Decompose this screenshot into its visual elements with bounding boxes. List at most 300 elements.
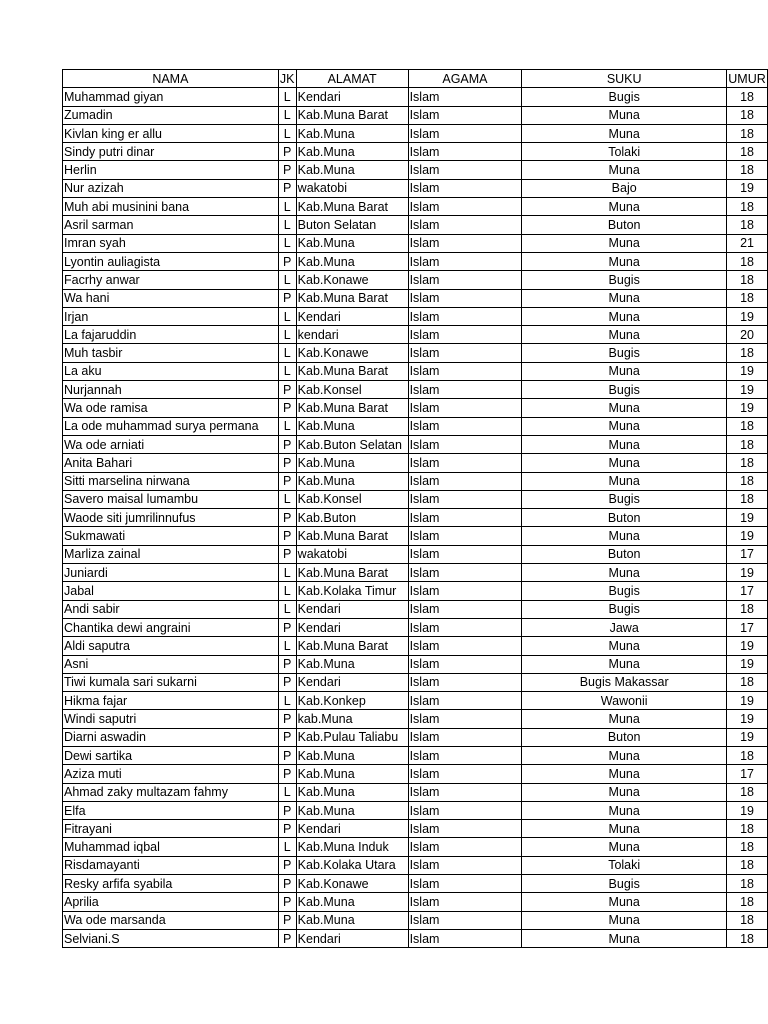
cell-agama: Islam — [408, 728, 522, 746]
table-row — [63, 216, 768, 234]
cell-alamat: Buton Selatan — [296, 216, 408, 234]
cell-nama: Sukmawati — [63, 527, 279, 545]
cell-jk: L — [278, 326, 296, 344]
cell-jk: L — [278, 307, 296, 325]
cell-agama: Islam — [408, 326, 522, 344]
table-row — [63, 472, 768, 490]
cell-umur: 18 — [727, 198, 768, 216]
table-row — [63, 911, 768, 929]
cell-suku: Muna — [522, 820, 727, 838]
cell-suku: Tolaki — [522, 143, 727, 161]
cell-jk: P — [278, 454, 296, 472]
cell-suku: Bugis — [522, 271, 727, 289]
cell-alamat: Kab.Muna — [296, 417, 408, 435]
cell-agama: Islam — [408, 838, 522, 856]
cell-suku: Muna — [522, 911, 727, 929]
table-row — [63, 362, 768, 380]
cell-alamat: Kendari — [296, 307, 408, 325]
table-row — [63, 289, 768, 307]
cell-jk: L — [278, 344, 296, 362]
cell-nama: Facrhy anwar — [63, 271, 279, 289]
cell-nama: Diarni aswadin — [63, 728, 279, 746]
cell-umur: 18 — [727, 435, 768, 453]
cell-suku: Bugis — [522, 88, 727, 106]
table-row — [63, 435, 768, 453]
cell-nama: Elfa — [63, 801, 279, 819]
cell-jk: P — [278, 435, 296, 453]
cell-agama: Islam — [408, 746, 522, 764]
cell-jk: P — [278, 856, 296, 874]
cell-umur: 19 — [727, 399, 768, 417]
cell-suku: Bugis — [522, 582, 727, 600]
cell-umur: 18 — [727, 161, 768, 179]
cell-agama: Islam — [408, 911, 522, 929]
cell-nama: Fitrayani — [63, 820, 279, 838]
table-row — [63, 582, 768, 600]
cell-nama: Windi saputri — [63, 710, 279, 728]
cell-alamat: Kab.Muna — [296, 161, 408, 179]
cell-umur: 19 — [727, 655, 768, 673]
cell-alamat: Kab.Konawe — [296, 875, 408, 893]
cell-umur: 18 — [727, 746, 768, 764]
cell-alamat: Kab.Muna — [296, 746, 408, 764]
cell-agama: Islam — [408, 893, 522, 911]
cell-jk: P — [278, 801, 296, 819]
cell-alamat: Kendari — [296, 929, 408, 947]
cell-alamat: Kab.Konawe — [296, 344, 408, 362]
cell-umur: 19 — [727, 509, 768, 527]
cell-suku: Muna — [522, 893, 727, 911]
cell-umur: 19 — [727, 637, 768, 655]
cell-nama: Nur azizah — [63, 179, 279, 197]
cell-nama: La fajaruddin — [63, 326, 279, 344]
cell-nama: Savero maisal lumambu — [63, 490, 279, 508]
cell-nama: Zumadin — [63, 106, 279, 124]
cell-jk: L — [278, 490, 296, 508]
table-row — [63, 234, 768, 252]
cell-suku: Bugis — [522, 344, 727, 362]
cell-alamat: Kab.Muna Barat — [296, 289, 408, 307]
table-row — [63, 271, 768, 289]
cell-agama: Islam — [408, 362, 522, 380]
cell-agama: Islam — [408, 545, 522, 563]
cell-nama: Imran syah — [63, 234, 279, 252]
cell-suku: Muna — [522, 362, 727, 380]
cell-alamat: Kab.Muna Barat — [296, 564, 408, 582]
cell-suku: Muna — [522, 399, 727, 417]
cell-umur: 18 — [727, 875, 768, 893]
cell-nama: Muhammad giyan — [63, 88, 279, 106]
cell-umur: 18 — [727, 252, 768, 270]
cell-jk: L — [278, 637, 296, 655]
table-row — [63, 509, 768, 527]
cell-suku: Muna — [522, 765, 727, 783]
header-umur: UMUR — [727, 70, 768, 88]
cell-jk: P — [278, 875, 296, 893]
cell-nama: Hikma fajar — [63, 692, 279, 710]
cell-suku: Buton — [522, 509, 727, 527]
cell-jk: P — [278, 289, 296, 307]
cell-umur: 18 — [727, 124, 768, 142]
cell-jk: L — [278, 564, 296, 582]
cell-umur: 19 — [727, 692, 768, 710]
table-row — [63, 655, 768, 673]
cell-jk: L — [278, 600, 296, 618]
cell-alamat: Kab.Buton Selatan — [296, 435, 408, 453]
cell-alamat: Kab.Muna — [296, 655, 408, 673]
cell-alamat: Kab.Muna — [296, 472, 408, 490]
cell-agama: Islam — [408, 509, 522, 527]
cell-suku: Muna — [522, 564, 727, 582]
cell-alamat: wakatobi — [296, 545, 408, 563]
cell-suku: Wawonii — [522, 692, 727, 710]
cell-agama: Islam — [408, 801, 522, 819]
cell-nama: Jabal — [63, 582, 279, 600]
cell-jk: L — [278, 838, 296, 856]
cell-umur: 18 — [727, 929, 768, 947]
cell-alamat: wakatobi — [296, 179, 408, 197]
table-row — [63, 106, 768, 124]
table-row — [63, 856, 768, 874]
cell-nama: Wa ode arniati — [63, 435, 279, 453]
cell-umur: 19 — [727, 527, 768, 545]
table-row — [63, 801, 768, 819]
cell-nama: Wa ode marsanda — [63, 911, 279, 929]
cell-umur: 18 — [727, 673, 768, 691]
cell-umur: 18 — [727, 454, 768, 472]
cell-nama: Risdamayanti — [63, 856, 279, 874]
cell-umur: 19 — [727, 564, 768, 582]
cell-jk: L — [278, 216, 296, 234]
cell-alamat: Kab.Konkep — [296, 692, 408, 710]
table-row — [63, 399, 768, 417]
cell-jk: P — [278, 710, 296, 728]
cell-agama: Islam — [408, 106, 522, 124]
cell-jk: P — [278, 893, 296, 911]
cell-suku: Muna — [522, 637, 727, 655]
table-row — [63, 124, 768, 142]
table-row — [63, 564, 768, 582]
cell-agama: Islam — [408, 490, 522, 508]
cell-suku: Muna — [522, 527, 727, 545]
cell-agama: Islam — [408, 692, 522, 710]
cell-alamat: Kab.Muna Barat — [296, 106, 408, 124]
cell-agama: Islam — [408, 271, 522, 289]
cell-agama: Islam — [408, 673, 522, 691]
table-row — [63, 893, 768, 911]
cell-jk: P — [278, 746, 296, 764]
cell-umur: 18 — [727, 820, 768, 838]
cell-jk: P — [278, 527, 296, 545]
cell-jk: P — [278, 655, 296, 673]
cell-suku: Muna — [522, 252, 727, 270]
cell-agama: Islam — [408, 564, 522, 582]
table-row — [63, 417, 768, 435]
cell-nama: La aku — [63, 362, 279, 380]
header-row — [63, 70, 768, 88]
table-row — [63, 454, 768, 472]
table-row — [63, 692, 768, 710]
cell-nama: Lyontin auliagista — [63, 252, 279, 270]
cell-agama: Islam — [408, 655, 522, 673]
table-row — [63, 673, 768, 691]
cell-agama: Islam — [408, 856, 522, 874]
cell-agama: Islam — [408, 582, 522, 600]
cell-alamat: Kab.Muna Barat — [296, 527, 408, 545]
cell-nama: Waode siti jumrilinnufus — [63, 509, 279, 527]
cell-nama: Andi sabir — [63, 600, 279, 618]
cell-alamat: Kab.Muna Barat — [296, 362, 408, 380]
cell-suku: Muna — [522, 417, 727, 435]
cell-jk: P — [278, 673, 296, 691]
cell-alamat: Kab.Konawe — [296, 271, 408, 289]
table-row — [63, 307, 768, 325]
table-row — [63, 838, 768, 856]
cell-umur: 19 — [727, 362, 768, 380]
cell-alamat: Kab.Muna — [296, 911, 408, 929]
cell-alamat: Kab.Buton — [296, 509, 408, 527]
cell-agama: Islam — [408, 216, 522, 234]
table-row — [63, 252, 768, 270]
cell-umur: 18 — [727, 143, 768, 161]
cell-agama: Islam — [408, 234, 522, 252]
cell-umur: 19 — [727, 728, 768, 746]
cell-jk: L — [278, 783, 296, 801]
cell-agama: Islam — [408, 929, 522, 947]
cell-alamat: Kab.Konsel — [296, 490, 408, 508]
cell-umur: 17 — [727, 618, 768, 636]
cell-suku: Muna — [522, 929, 727, 947]
cell-alamat: Kendari — [296, 673, 408, 691]
cell-jk: P — [278, 618, 296, 636]
cell-nama: Juniardi — [63, 564, 279, 582]
cell-agama: Islam — [408, 875, 522, 893]
table-row — [63, 875, 768, 893]
cell-suku: Muna — [522, 234, 727, 252]
cell-nama: Marliza zainal — [63, 545, 279, 563]
cell-umur: 19 — [727, 381, 768, 399]
table-row — [63, 929, 768, 947]
table-row — [63, 344, 768, 362]
cell-umur: 18 — [727, 88, 768, 106]
table-row — [63, 143, 768, 161]
cell-umur: 18 — [727, 911, 768, 929]
table-row — [63, 728, 768, 746]
cell-jk: P — [278, 472, 296, 490]
cell-jk: L — [278, 234, 296, 252]
header-suku: SUKU — [522, 70, 727, 88]
cell-nama: Sitti marselina nirwana — [63, 472, 279, 490]
cell-alamat: Kab.Muna — [296, 783, 408, 801]
cell-alamat: Kendari — [296, 600, 408, 618]
cell-nama: Wa ode ramisa — [63, 399, 279, 417]
cell-umur: 18 — [727, 783, 768, 801]
cell-nama: Dewi sartika — [63, 746, 279, 764]
cell-nama: Aldi saputra — [63, 637, 279, 655]
cell-suku: Muna — [522, 710, 727, 728]
cell-agama: Islam — [408, 435, 522, 453]
cell-nama: Kivlan king er allu — [63, 124, 279, 142]
cell-suku: Muna — [522, 106, 727, 124]
cell-nama: Muhammad iqbal — [63, 838, 279, 856]
table-row — [63, 820, 768, 838]
cell-nama: Tiwi kumala sari sukarni — [63, 673, 279, 691]
cell-nama: Asni — [63, 655, 279, 673]
table-row — [63, 490, 768, 508]
cell-nama: Herlin — [63, 161, 279, 179]
cell-alamat: Kendari — [296, 88, 408, 106]
cell-suku: Muna — [522, 198, 727, 216]
cell-jk: P — [278, 252, 296, 270]
cell-nama: Wa hani — [63, 289, 279, 307]
cell-alamat: Kendari — [296, 618, 408, 636]
cell-agama: Islam — [408, 289, 522, 307]
cell-jk: P — [278, 509, 296, 527]
cell-suku: Jawa — [522, 618, 727, 636]
cell-suku: Buton — [522, 216, 727, 234]
cell-suku: Bugis — [522, 875, 727, 893]
cell-agama: Islam — [408, 710, 522, 728]
cell-agama: Islam — [408, 637, 522, 655]
table-row — [63, 710, 768, 728]
cell-umur: 18 — [727, 856, 768, 874]
cell-alamat: Kab.Muna Barat — [296, 399, 408, 417]
cell-agama: Islam — [408, 472, 522, 490]
cell-alamat: Kab.Kolaka Utara — [296, 856, 408, 874]
table-row — [63, 161, 768, 179]
cell-suku: Muna — [522, 161, 727, 179]
cell-suku: Muna — [522, 326, 727, 344]
cell-suku: Bugis — [522, 490, 727, 508]
cell-alamat: Kab.Muna — [296, 252, 408, 270]
cell-nama: Irjan — [63, 307, 279, 325]
cell-jk: P — [278, 728, 296, 746]
cell-nama: Anita Bahari — [63, 454, 279, 472]
header-jk: JK — [278, 70, 296, 88]
cell-alamat: Kab.Muna Induk — [296, 838, 408, 856]
cell-agama: Islam — [408, 143, 522, 161]
cell-agama: Islam — [408, 417, 522, 435]
table-row — [63, 381, 768, 399]
cell-nama: Selviani.S — [63, 929, 279, 947]
cell-alamat: Kab.Muna — [296, 801, 408, 819]
table-row — [63, 198, 768, 216]
cell-agama: Islam — [408, 600, 522, 618]
cell-alamat: Kab.Muna Barat — [296, 637, 408, 655]
table-row — [63, 527, 768, 545]
table-row — [63, 746, 768, 764]
cell-nama: Chantika dewi angraini — [63, 618, 279, 636]
cell-alamat: kab.Muna — [296, 710, 408, 728]
cell-alamat: Kab.Muna — [296, 454, 408, 472]
cell-umur: 18 — [727, 271, 768, 289]
cell-umur: 18 — [727, 472, 768, 490]
cell-agama: Islam — [408, 527, 522, 545]
cell-suku: Buton — [522, 728, 727, 746]
cell-jk: L — [278, 106, 296, 124]
cell-jk: P — [278, 765, 296, 783]
cell-alamat: Kab.Muna — [296, 893, 408, 911]
cell-suku: Muna — [522, 454, 727, 472]
cell-umur: 17 — [727, 582, 768, 600]
cell-agama: Islam — [408, 381, 522, 399]
cell-alamat: Kab.Kolaka Timur — [296, 582, 408, 600]
cell-jk: L — [278, 362, 296, 380]
cell-jk: P — [278, 179, 296, 197]
table-row — [63, 88, 768, 106]
cell-agama: Islam — [408, 618, 522, 636]
cell-jk: L — [278, 198, 296, 216]
cell-nama: Aprilia — [63, 893, 279, 911]
cell-alamat: Kendari — [296, 820, 408, 838]
cell-nama: Sindy putri dinar — [63, 143, 279, 161]
cell-alamat: kendari — [296, 326, 408, 344]
cell-agama: Islam — [408, 198, 522, 216]
table-row — [63, 179, 768, 197]
table-row — [63, 637, 768, 655]
cell-nama: Nurjannah — [63, 381, 279, 399]
cell-agama: Islam — [408, 454, 522, 472]
cell-agama: Islam — [408, 783, 522, 801]
cell-nama: Muh tasbir — [63, 344, 279, 362]
cell-nama: Resky arfifa syabila — [63, 875, 279, 893]
cell-suku: Bugis Makassar — [522, 673, 727, 691]
cell-umur: 18 — [727, 893, 768, 911]
cell-alamat: Kab.Muna — [296, 234, 408, 252]
cell-agama: Islam — [408, 765, 522, 783]
cell-jk: L — [278, 692, 296, 710]
table-row — [63, 326, 768, 344]
cell-agama: Islam — [408, 307, 522, 325]
cell-suku: Buton — [522, 545, 727, 563]
cell-umur: 19 — [727, 801, 768, 819]
cell-umur: 20 — [727, 326, 768, 344]
cell-suku: Bajo — [522, 179, 727, 197]
cell-nama: Asril sarman — [63, 216, 279, 234]
cell-suku: Bugis — [522, 381, 727, 399]
table-row — [63, 765, 768, 783]
table-row — [63, 618, 768, 636]
cell-nama: La ode muhammad surya permana — [63, 417, 279, 435]
cell-jk: P — [278, 545, 296, 563]
table-row — [63, 545, 768, 563]
cell-umur: 17 — [727, 765, 768, 783]
header-nama: NAMA — [63, 70, 279, 88]
cell-jk: L — [278, 417, 296, 435]
cell-nama: Ahmad zaky multazam fahmy — [63, 783, 279, 801]
cell-suku: Muna — [522, 801, 727, 819]
cell-suku: Muna — [522, 307, 727, 325]
cell-umur: 18 — [727, 417, 768, 435]
cell-umur: 18 — [727, 600, 768, 618]
cell-alamat: Kab.Muna — [296, 765, 408, 783]
cell-agama: Islam — [408, 820, 522, 838]
cell-suku: Muna — [522, 838, 727, 856]
data-table — [62, 69, 768, 948]
cell-suku: Muna — [522, 289, 727, 307]
cell-jk: P — [278, 911, 296, 929]
cell-umur: 17 — [727, 545, 768, 563]
cell-jk: L — [278, 88, 296, 106]
cell-suku: Muna — [522, 655, 727, 673]
cell-jk: L — [278, 124, 296, 142]
cell-jk: L — [278, 271, 296, 289]
cell-umur: 18 — [727, 838, 768, 856]
cell-suku: Muna — [522, 124, 727, 142]
cell-jk: P — [278, 820, 296, 838]
cell-agama: Islam — [408, 124, 522, 142]
cell-umur: 18 — [727, 106, 768, 124]
